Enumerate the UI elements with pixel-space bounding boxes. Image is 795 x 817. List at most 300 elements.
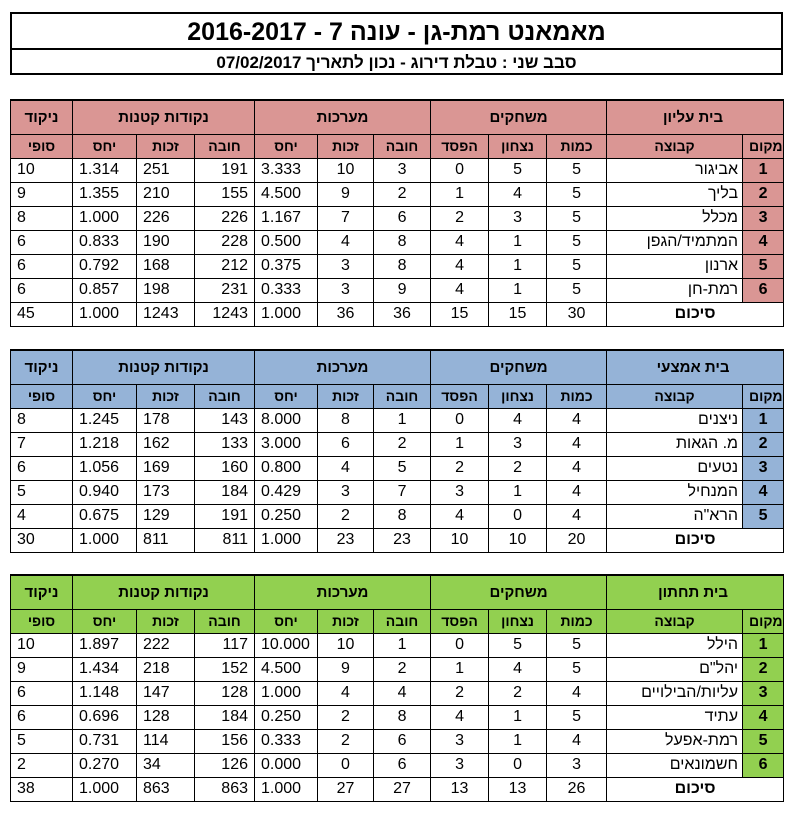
cell-s-ratio: 0.333 <box>255 278 318 302</box>
cell-s-won: 2 <box>318 705 374 729</box>
sum-wins: 13 <box>489 777 547 801</box>
cell-p-lost: 133 <box>195 432 255 456</box>
table-row <box>11 432 784 456</box>
cell-s-ratio: 3.000 <box>255 432 318 456</box>
sum-s-won: 23 <box>318 528 374 552</box>
cell-played: 5 <box>547 230 607 254</box>
cell-p-won: 128 <box>137 705 195 729</box>
col-sets-group: מערכות <box>255 350 431 384</box>
cell-final: 5 <box>11 729 73 753</box>
cell-p-won: 198 <box>137 278 195 302</box>
col-points-lost: חובה <box>195 609 255 633</box>
cell-s-won: 3 <box>318 480 374 504</box>
col-sets-lost: חובה <box>374 609 431 633</box>
col-points-won: זכות <box>137 609 195 633</box>
cell-team: עתיד <box>607 705 743 729</box>
sum-s-won: 36 <box>318 302 374 326</box>
cell-p-ratio: 0.857 <box>73 278 137 302</box>
cell-s-won: 2 <box>318 504 374 528</box>
cell-rank: 4 <box>743 705 784 729</box>
table-row <box>11 657 784 681</box>
cell-losses: 1 <box>431 432 489 456</box>
col-sets-ratio: יחס <box>255 609 318 633</box>
sum-losses: 15 <box>431 302 489 326</box>
house-title: בית עליון <box>607 100 784 134</box>
cell-played: 5 <box>547 705 607 729</box>
cell-rank: 3 <box>743 681 784 705</box>
cell-p-won: 218 <box>137 657 195 681</box>
cell-s-lost: 8 <box>374 230 431 254</box>
cell-wins: 3 <box>489 432 547 456</box>
cell-p-ratio: 0.833 <box>73 230 137 254</box>
sum-label: סיכום <box>607 528 784 552</box>
cell-final: 6 <box>11 456 73 480</box>
cell-s-ratio: 4.500 <box>255 182 318 206</box>
sum-s-ratio: 1.000 <box>255 302 318 326</box>
cell-final: 6 <box>11 230 73 254</box>
sum-s-ratio: 1.000 <box>255 777 318 801</box>
cell-losses: 0 <box>431 633 489 657</box>
cell-s-won: 3 <box>318 254 374 278</box>
cell-s-ratio: 0.500 <box>255 230 318 254</box>
page-subtitle: סבב שני : טבלת דירוג - נכון לתאריך 07/02/2017 <box>216 53 577 72</box>
cell-rank: 2 <box>743 432 784 456</box>
cell-played: 4 <box>547 456 607 480</box>
sum-p-lost: 811 <box>195 528 255 552</box>
cell-wins: 2 <box>489 681 547 705</box>
col-final-sub: סופי <box>11 384 73 408</box>
cell-s-ratio: 0.375 <box>255 254 318 278</box>
cell-losses: 4 <box>431 254 489 278</box>
cell-played: 3 <box>547 753 607 777</box>
col-wins: נצחון <box>489 134 547 158</box>
cell-played: 5 <box>547 158 607 182</box>
cell-s-ratio: 4.500 <box>255 657 318 681</box>
col-losses: הפסד <box>431 134 489 158</box>
cell-s-ratio: 0.250 <box>255 705 318 729</box>
cell-losses: 4 <box>431 278 489 302</box>
col-rank: מקום <box>743 384 784 408</box>
sum-p-won: 811 <box>137 528 195 552</box>
cell-s-won: 9 <box>318 657 374 681</box>
cell-played: 5 <box>547 182 607 206</box>
sum-played: 20 <box>547 528 607 552</box>
cell-losses: 1 <box>431 657 489 681</box>
cell-s-won: 2 <box>318 729 374 753</box>
cell-played: 4 <box>547 729 607 753</box>
cell-s-ratio: 3.333 <box>255 158 318 182</box>
cell-p-lost: 191 <box>195 158 255 182</box>
cell-rank: 4 <box>743 230 784 254</box>
table-lower-house <box>10 574 784 802</box>
col-sets-won: זכות <box>318 609 374 633</box>
cell-p-lost: 191 <box>195 504 255 528</box>
col-games-group: משחקים <box>431 575 607 609</box>
cell-team: רמת-חן <box>607 278 743 302</box>
cell-final: 6 <box>11 254 73 278</box>
cell-p-ratio: 1.218 <box>73 432 137 456</box>
cell-wins: 1 <box>489 230 547 254</box>
col-final-header: ניקוד <box>11 100 73 134</box>
cell-s-won: 10 <box>318 633 374 657</box>
cell-losses: 2 <box>431 681 489 705</box>
col-wins: נצחון <box>489 609 547 633</box>
cell-p-won: 226 <box>137 206 195 230</box>
cell-p-ratio: 0.940 <box>73 480 137 504</box>
cell-rank: 5 <box>743 254 784 278</box>
cell-s-lost: 6 <box>374 729 431 753</box>
cell-p-lost: 160 <box>195 456 255 480</box>
cell-rank: 3 <box>743 206 784 230</box>
cell-s-ratio: 8.000 <box>255 408 318 432</box>
col-points-ratio: יחס <box>73 384 137 408</box>
col-points-lost: חובה <box>195 134 255 158</box>
cell-wins: 4 <box>489 182 547 206</box>
cell-p-ratio: 1.314 <box>73 158 137 182</box>
cell-p-won: 169 <box>137 456 195 480</box>
cell-s-ratio: 0.800 <box>255 456 318 480</box>
cell-s-won: 7 <box>318 206 374 230</box>
col-sets-ratio: יחס <box>255 134 318 158</box>
cell-s-lost: 8 <box>374 254 431 278</box>
sum-p-ratio: 1.000 <box>73 777 137 801</box>
sum-row <box>11 528 784 552</box>
table-row <box>11 753 784 777</box>
table-row <box>11 278 784 302</box>
col-losses: הפסד <box>431 384 489 408</box>
col-sets-won: זכות <box>318 134 374 158</box>
col-rank: מקום <box>743 134 784 158</box>
house-title: בית תחתון <box>607 575 784 609</box>
col-sets-lost: חובה <box>374 134 431 158</box>
cell-p-lost: 128 <box>195 681 255 705</box>
cell-team: הרא"ה <box>607 504 743 528</box>
cell-rank: 5 <box>743 729 784 753</box>
col-points-group: נקודות קטנות <box>73 575 255 609</box>
cell-p-lost: 117 <box>195 633 255 657</box>
cell-team: רמת-אפעל <box>607 729 743 753</box>
page-title: מאמאנט רמת-גן - עונה 7 - 2016-2017 <box>12 14 781 50</box>
cell-p-ratio: 1.148 <box>73 681 137 705</box>
cell-p-lost: 212 <box>195 254 255 278</box>
cell-played: 4 <box>547 408 607 432</box>
col-played: כמות <box>547 384 607 408</box>
cell-p-lost: 228 <box>195 230 255 254</box>
cell-p-won: 251 <box>137 158 195 182</box>
sum-row <box>11 302 784 326</box>
cell-s-won: 10 <box>318 158 374 182</box>
cell-team: המתמיד/הגפן <box>607 230 743 254</box>
cell-final: 6 <box>11 278 73 302</box>
cell-p-ratio: 0.270 <box>73 753 137 777</box>
cell-s-won: 9 <box>318 182 374 206</box>
cell-s-lost: 6 <box>374 753 431 777</box>
sum-final: 30 <box>11 528 73 552</box>
table-row <box>11 206 784 230</box>
sum-s-won: 27 <box>318 777 374 801</box>
cell-s-won: 4 <box>318 456 374 480</box>
cell-p-won: 168 <box>137 254 195 278</box>
col-sets-group: מערכות <box>255 100 431 134</box>
col-team: קבוצה <box>607 609 743 633</box>
cell-s-lost: 2 <box>374 657 431 681</box>
cell-wins: 5 <box>489 633 547 657</box>
cell-p-ratio: 0.792 <box>73 254 137 278</box>
sum-final: 45 <box>11 302 73 326</box>
sum-p-won: 1243 <box>137 302 195 326</box>
cell-s-ratio: 1.000 <box>255 681 318 705</box>
col-final-sub: סופי <box>11 134 73 158</box>
cell-p-won: 210 <box>137 182 195 206</box>
cell-losses: 4 <box>431 504 489 528</box>
cell-s-lost: 9 <box>374 278 431 302</box>
cell-played: 5 <box>547 254 607 278</box>
cell-p-ratio: 1.434 <box>73 657 137 681</box>
cell-p-won: 129 <box>137 504 195 528</box>
cell-p-lost: 226 <box>195 206 255 230</box>
table-row <box>11 633 784 657</box>
cell-final: 8 <box>11 408 73 432</box>
col-games-group: משחקים <box>431 350 607 384</box>
sum-s-ratio: 1.000 <box>255 528 318 552</box>
cell-s-ratio: 0.000 <box>255 753 318 777</box>
cell-p-ratio: 0.731 <box>73 729 137 753</box>
cell-played: 4 <box>547 681 607 705</box>
cell-p-won: 34 <box>137 753 195 777</box>
cell-team: יהל"ם <box>607 657 743 681</box>
table-row <box>11 681 784 705</box>
table-middle-house <box>10 349 784 553</box>
cell-s-won: 6 <box>318 432 374 456</box>
table-row <box>11 408 784 432</box>
sum-wins: 15 <box>489 302 547 326</box>
cell-p-ratio: 1.056 <box>73 456 137 480</box>
cell-rank: 4 <box>743 480 784 504</box>
cell-p-won: 178 <box>137 408 195 432</box>
cell-losses: 2 <box>431 206 489 230</box>
cell-s-ratio: 0.429 <box>255 480 318 504</box>
table-row <box>11 729 784 753</box>
col-wins: נצחון <box>489 384 547 408</box>
cell-played: 4 <box>547 480 607 504</box>
cell-final: 9 <box>11 657 73 681</box>
col-points-won: זכות <box>137 134 195 158</box>
cell-s-ratio: 0.250 <box>255 504 318 528</box>
cell-p-lost: 184 <box>195 480 255 504</box>
cell-s-ratio: 1.167 <box>255 206 318 230</box>
col-points-group: נקודות קטנות <box>73 350 255 384</box>
sum-losses: 13 <box>431 777 489 801</box>
cell-s-lost: 7 <box>374 480 431 504</box>
cell-team: נטעים <box>607 456 743 480</box>
cell-p-lost: 152 <box>195 657 255 681</box>
cell-losses: 2 <box>431 456 489 480</box>
col-games-group: משחקים <box>431 100 607 134</box>
col-final-header: ניקוד <box>11 575 73 609</box>
cell-rank: 6 <box>743 753 784 777</box>
cell-played: 5 <box>547 206 607 230</box>
cell-rank: 6 <box>743 278 784 302</box>
cell-team: מ. הגאות <box>607 432 743 456</box>
cell-team: הילל <box>607 633 743 657</box>
cell-s-lost: 4 <box>374 681 431 705</box>
col-losses: הפסד <box>431 609 489 633</box>
cell-p-won: 190 <box>137 230 195 254</box>
cell-team: עליות/הבילויים <box>607 681 743 705</box>
cell-final: 8 <box>11 206 73 230</box>
sum-played: 26 <box>547 777 607 801</box>
cell-played: 5 <box>547 657 607 681</box>
cell-p-ratio: 1.355 <box>73 182 137 206</box>
col-points-lost: חובה <box>195 384 255 408</box>
col-final-sub: סופי <box>11 609 73 633</box>
table-row <box>11 480 784 504</box>
cell-s-ratio: 10.000 <box>255 633 318 657</box>
col-points-won: זכות <box>137 384 195 408</box>
col-final-header: ניקוד <box>11 350 73 384</box>
cell-wins: 4 <box>489 657 547 681</box>
cell-s-won: 4 <box>318 230 374 254</box>
cell-team: ארנון <box>607 254 743 278</box>
col-points-group: נקודות קטנות <box>73 100 255 134</box>
cell-final: 10 <box>11 158 73 182</box>
cell-rank: 1 <box>743 633 784 657</box>
col-points-ratio: יחס <box>73 609 137 633</box>
house-title: בית אמצעי <box>607 350 784 384</box>
cell-s-won: 3 <box>318 278 374 302</box>
sum-label: סיכום <box>607 302 784 326</box>
cell-team: אביגור <box>607 158 743 182</box>
cell-p-lost: 184 <box>195 705 255 729</box>
col-sets-ratio: יחס <box>255 384 318 408</box>
cell-wins: 3 <box>489 206 547 230</box>
cell-wins: 2 <box>489 456 547 480</box>
cell-team: ניצנים <box>607 408 743 432</box>
cell-wins: 4 <box>489 408 547 432</box>
table-row <box>11 504 784 528</box>
cell-wins: 1 <box>489 254 547 278</box>
cell-losses: 4 <box>431 230 489 254</box>
cell-p-ratio: 1.897 <box>73 633 137 657</box>
cell-p-lost: 143 <box>195 408 255 432</box>
cell-p-ratio: 1.000 <box>73 206 137 230</box>
cell-rank: 5 <box>743 504 784 528</box>
sum-played: 30 <box>547 302 607 326</box>
cell-s-won: 0 <box>318 753 374 777</box>
sum-p-lost: 863 <box>195 777 255 801</box>
cell-team: המנחיל <box>607 480 743 504</box>
sum-s-lost: 23 <box>374 528 431 552</box>
cell-team: חשמונאים <box>607 753 743 777</box>
sum-p-ratio: 1.000 <box>73 302 137 326</box>
sum-losses: 10 <box>431 528 489 552</box>
cell-played: 4 <box>547 504 607 528</box>
cell-p-won: 114 <box>137 729 195 753</box>
table-row <box>11 705 784 729</box>
cell-p-lost: 155 <box>195 182 255 206</box>
col-team: קבוצה <box>607 384 743 408</box>
cell-losses: 3 <box>431 729 489 753</box>
cell-p-ratio: 0.696 <box>73 705 137 729</box>
cell-wins: 5 <box>489 158 547 182</box>
sum-s-lost: 27 <box>374 777 431 801</box>
cell-played: 4 <box>547 432 607 456</box>
cell-s-lost: 2 <box>374 432 431 456</box>
cell-wins: 0 <box>489 504 547 528</box>
cell-losses: 3 <box>431 753 489 777</box>
table-row <box>11 230 784 254</box>
title-box <box>10 12 783 75</box>
cell-s-lost: 3 <box>374 158 431 182</box>
col-rank: מקום <box>743 609 784 633</box>
col-team: קבוצה <box>607 134 743 158</box>
cell-rank: 2 <box>743 182 784 206</box>
cell-team: בליך <box>607 182 743 206</box>
sum-row <box>11 777 784 801</box>
cell-p-won: 222 <box>137 633 195 657</box>
sum-p-won: 863 <box>137 777 195 801</box>
cell-wins: 1 <box>489 729 547 753</box>
cell-wins: 0 <box>489 753 547 777</box>
cell-final: 10 <box>11 633 73 657</box>
cell-s-lost: 6 <box>374 206 431 230</box>
sum-final: 38 <box>11 777 73 801</box>
cell-rank: 1 <box>743 158 784 182</box>
cell-final: 2 <box>11 753 73 777</box>
cell-s-lost: 1 <box>374 408 431 432</box>
cell-rank: 2 <box>743 657 784 681</box>
table-row <box>11 254 784 278</box>
col-sets-group: מערכות <box>255 575 431 609</box>
cell-p-won: 147 <box>137 681 195 705</box>
cell-losses: 1 <box>431 182 489 206</box>
cell-team: מכלל <box>607 206 743 230</box>
cell-final: 6 <box>11 681 73 705</box>
cell-wins: 1 <box>489 480 547 504</box>
cell-final: 9 <box>11 182 73 206</box>
sum-wins: 10 <box>489 528 547 552</box>
cell-s-lost: 5 <box>374 456 431 480</box>
cell-losses: 3 <box>431 480 489 504</box>
sum-p-ratio: 1.000 <box>73 528 137 552</box>
table-upper-house <box>10 99 784 327</box>
cell-p-lost: 156 <box>195 729 255 753</box>
col-played: כמות <box>547 134 607 158</box>
cell-s-lost: 2 <box>374 182 431 206</box>
col-sets-won: זכות <box>318 384 374 408</box>
cell-s-won: 4 <box>318 681 374 705</box>
col-played: כמות <box>547 609 607 633</box>
cell-p-won: 173 <box>137 480 195 504</box>
cell-wins: 1 <box>489 705 547 729</box>
cell-p-won: 162 <box>137 432 195 456</box>
cell-wins: 1 <box>489 278 547 302</box>
col-points-ratio: יחס <box>73 134 137 158</box>
cell-s-lost: 8 <box>374 504 431 528</box>
cell-rank: 1 <box>743 408 784 432</box>
table-row <box>11 456 784 480</box>
cell-s-lost: 8 <box>374 705 431 729</box>
table-row <box>11 182 784 206</box>
cell-final: 6 <box>11 705 73 729</box>
cell-played: 5 <box>547 278 607 302</box>
cell-s-ratio: 0.333 <box>255 729 318 753</box>
cell-s-lost: 1 <box>374 633 431 657</box>
cell-losses: 0 <box>431 158 489 182</box>
sum-s-lost: 36 <box>374 302 431 326</box>
cell-p-ratio: 1.245 <box>73 408 137 432</box>
table-row <box>11 158 784 182</box>
